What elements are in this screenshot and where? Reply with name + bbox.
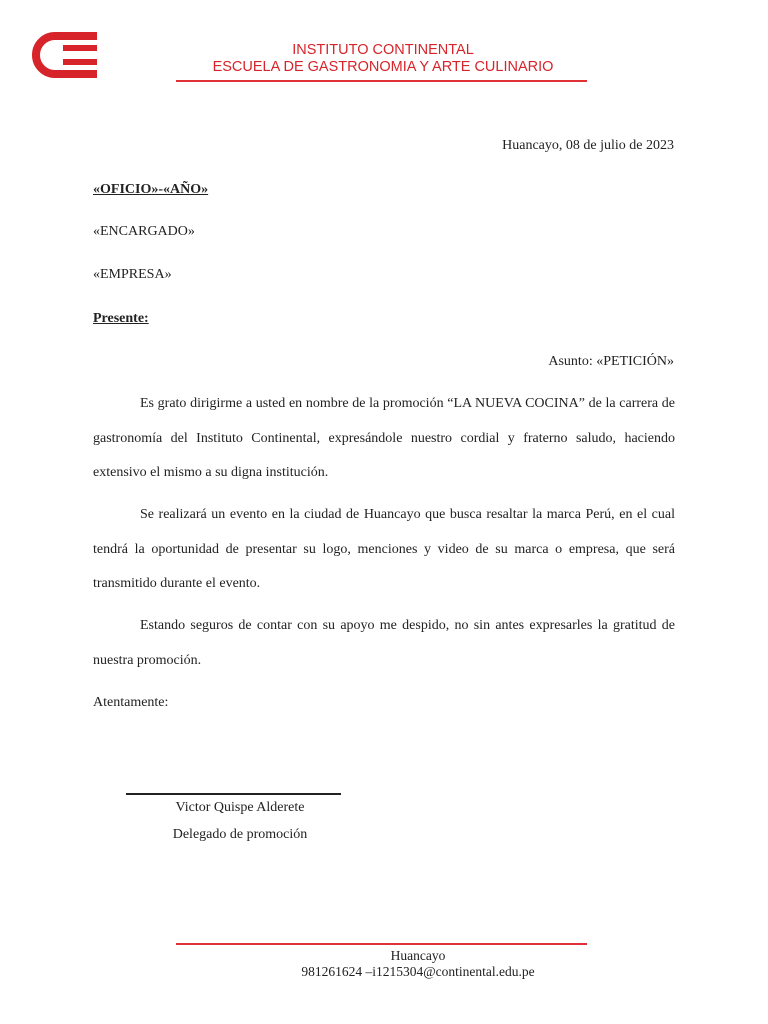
- institution-name: INSTITUTO CONTINENTAL: [292, 42, 474, 58]
- letter-closing: Atentamente:: [93, 695, 169, 710]
- signature-line: [126, 793, 341, 795]
- school-name: ESCUELA DE GASTRONOMIA Y ARTE CULINARIO: [212, 59, 554, 75]
- body-paragraph: Estando seguros de contar con su apoyo me despido, no sin antes expresarles la gratitud de nuestra promoción.: [93, 618, 675, 668]
- letter-greeting: Presente:: [93, 311, 149, 326]
- footer-city: Huancayo: [390, 948, 446, 963]
- institute-logo-icon: [30, 32, 98, 78]
- signer-name: Victor Quispe Alderete: [175, 800, 305, 815]
- body-paragraph: Es grato dirigirme a usted en nombre de la promoción “LA NUEVA COCINA” de la carrera de gastronomía del Instituto Continental, expresándole nuestro cordial y fraterno saludo, haciendo extensivo el mismo a su digna institución.: [93, 396, 675, 480]
- body-paragraph: Se realizará un evento en la ciudad de Huancayo que busca resaltar la marca Perú, en el cual tendrá la oportunidad de presentar su logo, menciones y video de su marca o empresa, que será transmitido durante el evento.: [93, 507, 675, 591]
- letter-subject: Asunto: «PETICIÓN»: [548, 354, 674, 369]
- header-divider: [176, 80, 587, 82]
- recipient-role: «ENCARGADO»: [93, 224, 195, 239]
- letter-reference: «OFICIO»-«AÑO»: [93, 182, 209, 197]
- footer-divider: [176, 943, 587, 945]
- signer-role: Delegado de promoción: [172, 827, 308, 842]
- recipient-company: «EMPRESA»: [93, 267, 172, 282]
- letter-date: Huancayo, 08 de julio de 2023: [502, 138, 674, 153]
- footer-contact: 981261624 –i1215304@continental.edu.pe: [301, 964, 535, 979]
